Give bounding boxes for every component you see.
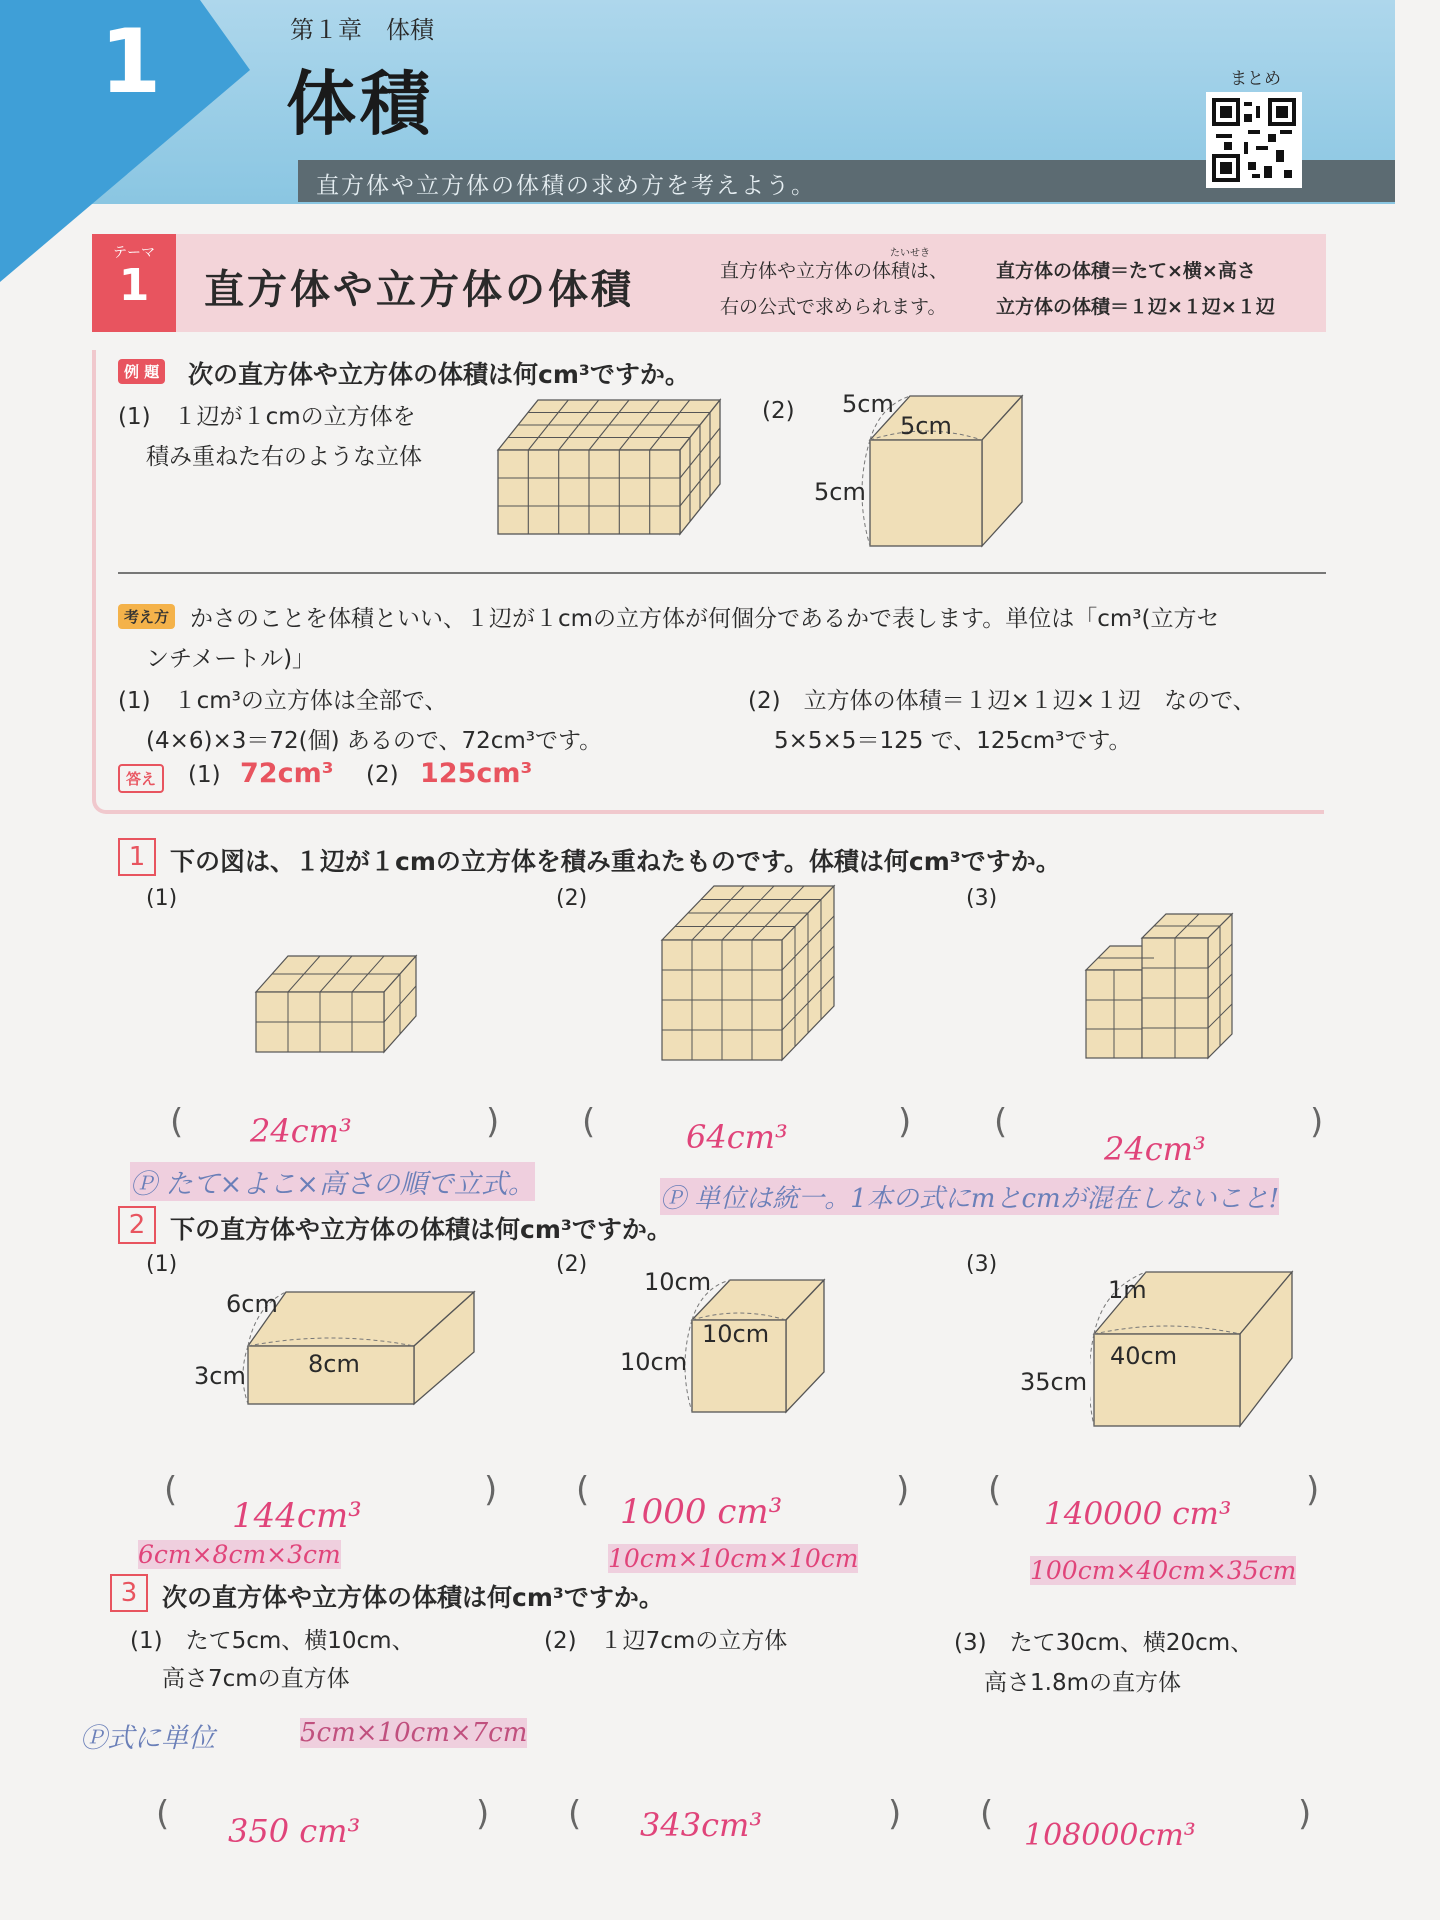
ruby-text: たいせき (890, 248, 930, 259)
answer-tag: 答え (118, 764, 164, 793)
problem-1-label: (2) (556, 886, 588, 911)
theme-tag-number: 1 (118, 260, 150, 311)
hint-text: ンチメートル)」 (146, 646, 316, 672)
theme-title: 直方体や立方体の体積 (204, 267, 634, 313)
cube-stack-figure (658, 880, 838, 1062)
problem-2-label: (1) (146, 1252, 178, 1277)
problem-2-text: 下の直方体や立方体の体積は何cm³ですか。 (170, 1215, 672, 1244)
answer-bracket-right: ) (1298, 1794, 1312, 1834)
dim-label: 1m (1108, 1276, 1147, 1304)
handwritten-answer: 140000 cm³ (1044, 1496, 1232, 1532)
problem-1-text: 下の図は、１辺が１cmの立方体を積み重ねたものです。体積は何cm³ですか。 (170, 847, 1061, 876)
answer-bracket-left: ( (980, 1794, 994, 1834)
handwritten-work: 6cm×8cm×3cm (138, 1540, 341, 1569)
example-q1-text: (1) １辺が１cmの立方体を (118, 404, 416, 430)
cube-stack-figure (252, 950, 422, 1062)
answer-bracket-right: ) (1310, 1102, 1324, 1142)
handwritten-answer: 1000 cm³ (620, 1492, 783, 1532)
answer-bracket-right: ) (486, 1102, 500, 1142)
solution-1-text: (1) １cm³の立方体は全部で、 (118, 688, 448, 714)
answer-bracket-left: ( (170, 1102, 184, 1142)
problem-1-number: 1 (118, 838, 156, 876)
cube-stack-figure (490, 392, 730, 542)
dim-label: 10cm (702, 1320, 770, 1348)
answer-bracket-left: ( (156, 1794, 170, 1834)
theme-tag-label: テーマ (113, 245, 155, 261)
cube-stack-figure (1082, 910, 1238, 1062)
theme-description: 右の公式で求められます。 (720, 296, 947, 318)
problem-3-q3: 高さ1.8mの直方体 (984, 1670, 1181, 1696)
problem-2-number: 2 (118, 1206, 156, 1244)
answer-1-number: (1) (188, 762, 221, 788)
handwritten-work: 100cm×40cm×35cm (1030, 1556, 1297, 1585)
problem-2-label: (2) (556, 1252, 588, 1277)
handwritten-work: 5cm×10cm×7cm (300, 1718, 528, 1748)
problem-3-text: 次の直方体や立方体の体積は何cm³ですか。 (162, 1583, 664, 1612)
problem-1-label: (3) (966, 886, 998, 911)
dim-label: 3cm (194, 1362, 246, 1390)
answer-bracket-left: ( (994, 1102, 1008, 1142)
solution-2-text: (2) 立方体の体積＝１辺×１辺×１辺 なので、 (748, 688, 1256, 714)
chapter-number: 1 (100, 10, 162, 113)
dim-label: 35cm (1020, 1368, 1088, 1396)
problem-3-q1: (1) たて5cm、横10cm、 (130, 1628, 415, 1654)
dim-label: 5cm (842, 390, 894, 418)
qr-code-icon[interactable] (1206, 92, 1302, 188)
handwritten-work: 10cm×10cm×10cm (608, 1544, 859, 1573)
answer-bracket-right: ) (484, 1470, 498, 1510)
summary-label: まとめ (1230, 69, 1281, 89)
example-q2-number: (2) (762, 398, 795, 424)
answer-2-number: (2) (366, 762, 399, 788)
handwritten-answer: 144cm³ (232, 1496, 362, 1536)
answer-1-value: 72cm³ (240, 758, 334, 789)
formula-cube: 立方体の体積＝１辺×１辺×１辺 (996, 296, 1275, 318)
answer-bracket-right: ) (896, 1470, 910, 1510)
chapter-label: 第１章 体積 (290, 16, 434, 44)
handwritten-answer: 24cm³ (1104, 1130, 1206, 1168)
solution-1-text: (4×6)×3＝72(個) あるので、72cm³です。 (146, 728, 603, 754)
problem-3-q3: (3) たて30cm、横20cm、 (954, 1630, 1254, 1656)
handwritten-answer: 24cm³ (250, 1112, 352, 1150)
problem-1-label: (1) (146, 886, 178, 911)
problem-2-label: (3) (966, 1252, 998, 1277)
answer-bracket-right: ) (476, 1794, 490, 1834)
example-tag: 例 題 (118, 359, 165, 384)
answer-2-value: 125cm³ (420, 758, 533, 789)
handwritten-note: Ⓟ たて×よこ×高さの順で立式。 (130, 1162, 535, 1201)
handwritten-answer: 343cm³ (640, 1806, 763, 1844)
theme-description: 直方体や立方体の体積は、 (720, 260, 949, 282)
dim-label: 10cm (620, 1348, 688, 1376)
problem-3-q2: (2) １辺7cmの立方体 (544, 1628, 788, 1654)
example-question: 次の直方体や立方体の体積は何cm³ですか。 (188, 360, 690, 389)
answer-bracket-left: ( (988, 1470, 1002, 1510)
problem-3-q1: 高さ7cmの直方体 (162, 1666, 350, 1692)
handwritten-answer: 350 cm³ (228, 1812, 361, 1850)
answer-bracket-right: ) (898, 1102, 912, 1142)
dim-label: 10cm (644, 1268, 712, 1296)
answer-bracket-left: ( (568, 1794, 582, 1834)
dim-label: 5cm (814, 478, 866, 506)
handwritten-note: Ⓟ 単位は統一。1本の式にmとcmが混在しないこと! (660, 1178, 1279, 1215)
hint-tag: 考え方 (118, 604, 175, 629)
goal-text: 直方体や立方体の体積の求め方を考えよう。 (316, 173, 816, 199)
example-q1-text: 積み重ねた右のような立体 (146, 444, 422, 470)
dim-label: 40cm (1110, 1342, 1178, 1370)
answer-bracket-right: ) (888, 1794, 902, 1834)
answer-bracket-left: ( (164, 1470, 178, 1510)
theme-tag (92, 234, 176, 332)
divider (118, 572, 1326, 574)
answer-bracket-left: ( (576, 1470, 590, 1510)
handwritten-note: Ⓟ式に単位 (80, 1723, 215, 1754)
page-title: 体積 (286, 63, 434, 145)
handwritten-answer: 64cm³ (686, 1118, 788, 1156)
problem-3-number: 3 (110, 1574, 148, 1612)
handwritten-answer: 108000cm³ (1024, 1818, 1196, 1853)
solution-2-text: 5×5×5＝125 で、125cm³です。 (774, 728, 1132, 754)
dim-label: 6cm (226, 1290, 278, 1318)
hint-text: かさのことを体積といい、１辺が１cmの立方体が何個分であるかで表します。単位は「cm³(立方セ (190, 606, 1220, 632)
formula-cuboid: 直方体の体積＝たて×横×高さ (996, 260, 1256, 282)
dim-label: 5cm (900, 412, 952, 440)
answer-bracket-right: ) (1306, 1470, 1320, 1510)
answer-bracket-left: ( (582, 1102, 596, 1142)
dim-label: 8cm (308, 1350, 360, 1378)
